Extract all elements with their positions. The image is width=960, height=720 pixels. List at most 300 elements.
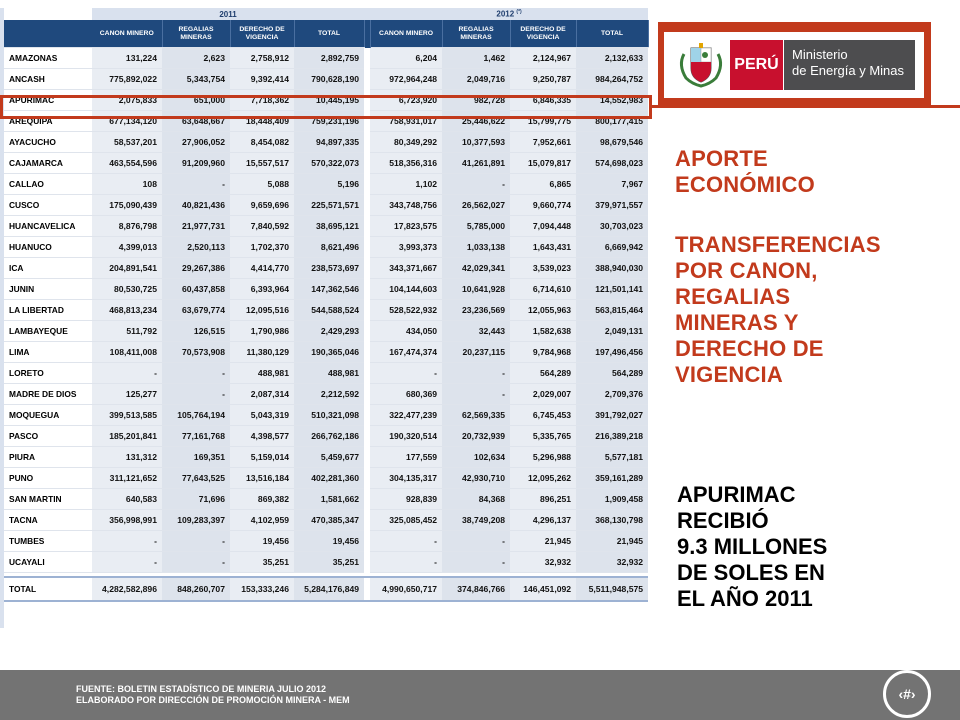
amount-cell: 5,511,948,575 xyxy=(576,577,648,601)
amount-cell: 5,335,765 xyxy=(510,426,576,447)
amount-cell: 8,876,798 xyxy=(92,216,162,237)
amount-cell: 6,393,964 xyxy=(230,279,294,300)
amount-cell: 402,281,360 xyxy=(294,468,364,489)
department-name: LA LIBERTAD xyxy=(4,300,92,321)
amount-cell: 20,237,115 xyxy=(442,342,510,363)
amount-cell: - xyxy=(442,531,510,552)
department-name: APURIMAC xyxy=(4,90,92,111)
amount-cell: 84,368 xyxy=(442,489,510,510)
table-row xyxy=(4,153,648,174)
amount-cell: 121,501,141 xyxy=(576,279,648,300)
amount-cell: 775,892,022 xyxy=(92,69,162,90)
amount-cell: 108,411,008 xyxy=(92,342,162,363)
amount-cell: 1,462 xyxy=(442,48,510,69)
amount-cell: 109,283,397 xyxy=(162,510,230,531)
amount-cell: 125,277 xyxy=(92,384,162,405)
table-row xyxy=(4,174,648,195)
table-row xyxy=(4,279,648,300)
department-name: AYACUCHO xyxy=(4,132,92,153)
amount-cell: 2,087,314 xyxy=(230,384,294,405)
amount-cell: 146,451,092 xyxy=(510,577,576,601)
table-row xyxy=(4,258,648,279)
amount-cell: 42,029,341 xyxy=(442,258,510,279)
amount-cell: 238,573,697 xyxy=(294,258,364,279)
amount-cell: 972,964,248 xyxy=(370,69,442,90)
amount-cell: 4,398,577 xyxy=(230,426,294,447)
amount-cell: 126,515 xyxy=(162,321,230,342)
amount-cell: 13,516,184 xyxy=(230,468,294,489)
amount-cell: 9,784,968 xyxy=(510,342,576,363)
amount-cell: - xyxy=(92,552,162,573)
amount-cell: 1,102 xyxy=(370,174,442,195)
amount-cell: 563,815,464 xyxy=(576,300,648,321)
table-row xyxy=(4,195,648,216)
amount-cell: 4,282,582,896 xyxy=(92,577,162,601)
amount-cell: - xyxy=(370,363,442,384)
amount-cell: 42,930,710 xyxy=(442,468,510,489)
amount-cell: 3,539,023 xyxy=(510,258,576,279)
amount-cell: 5,577,181 xyxy=(576,447,648,468)
column-header: REGALIAS MINERAS xyxy=(442,20,510,48)
amount-cell: 5,043,319 xyxy=(230,405,294,426)
department-name: CALLAO xyxy=(4,174,92,195)
ministry-name-box xyxy=(784,40,915,90)
amount-cell: 544,588,524 xyxy=(294,300,364,321)
amount-cell: 167,474,374 xyxy=(370,342,442,363)
amount-cell: 185,201,841 xyxy=(92,426,162,447)
table-body xyxy=(4,48,648,602)
column-header-row xyxy=(4,20,648,48)
footer-source xyxy=(76,684,350,706)
heading-aporte-economico xyxy=(675,146,815,198)
year-2011-label: 2011 xyxy=(92,8,364,20)
amount-cell: 2,212,592 xyxy=(294,384,364,405)
amount-cell: 15,799,775 xyxy=(510,111,576,132)
amount-cell: 1,909,458 xyxy=(576,489,648,510)
amount-cell: 5,284,176,849 xyxy=(294,577,364,601)
amount-cell: 7,718,362 xyxy=(230,90,294,111)
year-2012-label: 2012 xyxy=(496,9,515,19)
amount-cell: 38,695,121 xyxy=(294,216,364,237)
amount-cell: 15,079,817 xyxy=(510,153,576,174)
amount-cell: 216,389,218 xyxy=(576,426,648,447)
total-row xyxy=(4,577,648,601)
amount-cell: 325,085,452 xyxy=(370,510,442,531)
amount-cell: 2,049,131 xyxy=(576,321,648,342)
department-name: SAN MARTIN xyxy=(4,489,92,510)
note-line: APURIMAC xyxy=(677,482,796,507)
amount-cell: 4,296,137 xyxy=(510,510,576,531)
department-name: LORETO xyxy=(4,363,92,384)
amount-cell: 5,196 xyxy=(294,174,364,195)
amount-cell: 510,321,098 xyxy=(294,405,364,426)
amount-cell: 2,892,759 xyxy=(294,48,364,69)
department-name: ICA xyxy=(4,258,92,279)
amount-cell: 190,365,046 xyxy=(294,342,364,363)
amount-cell: 374,846,766 xyxy=(442,577,510,601)
amount-cell: 94,897,335 xyxy=(294,132,364,153)
amount-cell: 368,130,798 xyxy=(576,510,648,531)
column-header: DERECHO DE VIGENCIA xyxy=(230,20,294,48)
amount-cell: 758,931,017 xyxy=(370,111,442,132)
heading-transferencias xyxy=(675,232,881,388)
heading-2-line: DERECHO DE xyxy=(675,336,824,361)
column-header: TOTAL xyxy=(294,20,364,48)
amount-cell: 2,029,007 xyxy=(510,384,576,405)
amount-cell: 5,159,014 xyxy=(230,447,294,468)
amount-cell: 225,571,571 xyxy=(294,195,364,216)
amount-cell: 4,414,770 xyxy=(230,258,294,279)
amount-cell: 3,993,373 xyxy=(370,237,442,258)
amount-cell: - xyxy=(442,552,510,573)
department-name: LIMA xyxy=(4,342,92,363)
amount-cell: 488,981 xyxy=(230,363,294,384)
amount-cell: 91,209,960 xyxy=(162,153,230,174)
amount-cell: 9,250,787 xyxy=(510,69,576,90)
amount-cell: 984,264,752 xyxy=(576,69,648,90)
amount-cell: 4,399,013 xyxy=(92,237,162,258)
amount-cell: - xyxy=(442,174,510,195)
amount-cell: 15,557,517 xyxy=(230,153,294,174)
amount-cell: 463,554,596 xyxy=(92,153,162,174)
amount-cell: 564,289 xyxy=(510,363,576,384)
department-name: LAMBAYEQUE xyxy=(4,321,92,342)
table-row xyxy=(4,489,648,510)
amount-cell: 304,135,317 xyxy=(370,468,442,489)
amount-cell: 21,945 xyxy=(576,531,648,552)
amount-cell: 391,792,027 xyxy=(576,405,648,426)
amount-cell: 4,990,650,717 xyxy=(370,577,442,601)
amount-cell: 21,945 xyxy=(510,531,576,552)
amount-cell: 848,260,707 xyxy=(162,577,230,601)
apurimac-highlight-box xyxy=(0,95,652,119)
amount-cell: 7,952,661 xyxy=(510,132,576,153)
amount-cell: - xyxy=(162,363,230,384)
amount-cell: 8,454,082 xyxy=(230,132,294,153)
amount-cell: 266,762,186 xyxy=(294,426,364,447)
department-name: CAJAMARCA xyxy=(4,153,92,174)
amount-cell: 434,050 xyxy=(370,321,442,342)
amount-cell: 1,581,662 xyxy=(294,489,364,510)
amount-cell: 77,161,768 xyxy=(162,426,230,447)
table-row xyxy=(4,69,648,90)
department-name: TUMBES xyxy=(4,531,92,552)
department-name: HUANUCO xyxy=(4,237,92,258)
department-name: TOTAL xyxy=(4,577,92,601)
heading-2-line: MINERAS Y xyxy=(675,310,799,335)
amount-cell: 62,569,335 xyxy=(442,405,510,426)
amount-cell: 5,343,754 xyxy=(162,69,230,90)
amount-cell: 80,530,725 xyxy=(92,279,162,300)
amount-cell: 1,582,638 xyxy=(510,321,576,342)
amount-cell: 2,758,912 xyxy=(230,48,294,69)
department-name: CUSCO xyxy=(4,195,92,216)
department-name: PUNO xyxy=(4,468,92,489)
amount-cell: 790,628,190 xyxy=(294,69,364,90)
amount-cell: - xyxy=(162,384,230,405)
table-row xyxy=(4,300,648,321)
column-header: CANON MINERO xyxy=(370,20,442,48)
table-row xyxy=(4,531,648,552)
amount-cell: 153,333,246 xyxy=(230,577,294,601)
table-row xyxy=(4,426,648,447)
amount-cell: - xyxy=(162,552,230,573)
amount-cell: 12,095,262 xyxy=(510,468,576,489)
amount-cell: 35,251 xyxy=(294,552,364,573)
amount-cell: 896,251 xyxy=(510,489,576,510)
amount-cell: 2,075,833 xyxy=(92,90,162,111)
amount-cell: 6,723,920 xyxy=(370,90,442,111)
amount-cell: 80,349,292 xyxy=(370,132,442,153)
department-name: UCAYALI xyxy=(4,552,92,573)
amount-cell: 528,522,932 xyxy=(370,300,442,321)
amount-cell: 70,573,908 xyxy=(162,342,230,363)
amount-cell: 17,823,575 xyxy=(370,216,442,237)
amount-cell: 2,049,716 xyxy=(442,69,510,90)
column-header: CANON MINERO xyxy=(92,20,162,48)
amount-cell: 177,559 xyxy=(370,447,442,468)
amount-cell: 5,088 xyxy=(230,174,294,195)
year-2012-note: (*) xyxy=(516,9,522,16)
table-row xyxy=(4,237,648,258)
amount-cell: 147,362,546 xyxy=(294,279,364,300)
amount-cell: 19,456 xyxy=(230,531,294,552)
heading-2-line: TRANSFERENCIAS xyxy=(675,232,881,257)
amount-cell: - xyxy=(92,363,162,384)
amount-cell: 759,231,196 xyxy=(294,111,364,132)
table-row xyxy=(4,132,648,153)
amount-cell: 40,821,436 xyxy=(162,195,230,216)
heading-2-line: REGALIAS xyxy=(675,284,791,309)
amount-cell: 5,785,000 xyxy=(442,216,510,237)
department-name: HUANCAVELICA xyxy=(4,216,92,237)
amount-cell: 9,660,774 xyxy=(510,195,576,216)
amount-cell: 14,552,983 xyxy=(576,90,648,111)
department-name: PASCO xyxy=(4,426,92,447)
note-line: DE SOLES EN xyxy=(677,560,825,585)
slide-number-badge: ‹#› xyxy=(883,670,931,718)
amount-cell: - xyxy=(370,531,442,552)
amount-cell: 104,144,603 xyxy=(370,279,442,300)
amount-cell: 175,090,439 xyxy=(92,195,162,216)
amount-cell: 5,459,677 xyxy=(294,447,364,468)
amount-cell: 488,981 xyxy=(294,363,364,384)
department-name: MOQUEGUA xyxy=(4,405,92,426)
amount-cell: 4,102,959 xyxy=(230,510,294,531)
amount-cell: 6,846,335 xyxy=(510,90,576,111)
amount-cell: 190,320,514 xyxy=(370,426,442,447)
amount-cell: 511,792 xyxy=(92,321,162,342)
amount-cell: 2,124,967 xyxy=(510,48,576,69)
note-line: RECIBIÓ xyxy=(677,508,769,533)
table-row xyxy=(4,48,648,69)
footer-source-line: FUENTE: BOLETIN ESTADÍSTICO DE MINERIA JULIO 2012 xyxy=(76,684,327,694)
amount-cell: 9,659,696 xyxy=(230,195,294,216)
table-row xyxy=(4,468,648,489)
amount-cell: 2,709,376 xyxy=(576,384,648,405)
table-row xyxy=(4,321,648,342)
amount-cell: 204,891,541 xyxy=(92,258,162,279)
amount-cell: 6,714,610 xyxy=(510,279,576,300)
amount-cell: 570,322,073 xyxy=(294,153,364,174)
amount-cell: 30,703,023 xyxy=(576,216,648,237)
amount-cell: 343,748,756 xyxy=(370,195,442,216)
amount-cell: 468,813,234 xyxy=(92,300,162,321)
amount-cell: 564,289 xyxy=(576,363,648,384)
amount-cell: 12,055,963 xyxy=(510,300,576,321)
amount-cell: 27,906,052 xyxy=(162,132,230,153)
amount-cell: 11,380,129 xyxy=(230,342,294,363)
amount-cell: 77,643,525 xyxy=(162,468,230,489)
amount-cell: 63,679,774 xyxy=(162,300,230,321)
department-name: TACNA xyxy=(4,510,92,531)
amount-cell: 1,643,431 xyxy=(510,237,576,258)
amount-cell: 6,669,942 xyxy=(576,237,648,258)
department-name: JUNIN xyxy=(4,279,92,300)
amount-cell: 197,496,456 xyxy=(576,342,648,363)
amount-cell: 470,385,347 xyxy=(294,510,364,531)
amount-cell: 58,537,201 xyxy=(92,132,162,153)
department-name: PIURA xyxy=(4,447,92,468)
amount-cell: 38,749,208 xyxy=(442,510,510,531)
note-line: EL AÑO 2011 xyxy=(677,586,813,611)
table-row xyxy=(4,510,648,531)
table-row xyxy=(4,447,648,468)
amount-cell: - xyxy=(162,174,230,195)
column-header: TOTAL xyxy=(576,20,648,48)
amount-cell: 343,371,667 xyxy=(370,258,442,279)
heading-1-line-1: APORTE xyxy=(675,146,768,171)
amount-cell: 18,448,409 xyxy=(230,111,294,132)
footer-elaborated-line: ELABORADO POR DIRECCIÓN DE PROMOCIÓN MINERA - MEM xyxy=(76,695,350,705)
peru-brand-box: PERÚ xyxy=(730,40,783,90)
amount-cell: 10,377,593 xyxy=(442,132,510,153)
amount-cell: - xyxy=(442,363,510,384)
amount-cell: 131,312 xyxy=(92,447,162,468)
amount-cell: 32,932 xyxy=(576,552,648,573)
amount-cell: 2,520,113 xyxy=(162,237,230,258)
table-row xyxy=(4,216,648,237)
amount-cell: 982,728 xyxy=(442,90,510,111)
amount-cell: 26,562,027 xyxy=(442,195,510,216)
amount-cell: 677,134,120 xyxy=(92,111,162,132)
amount-cell: 399,513,585 xyxy=(92,405,162,426)
amount-cell: 6,745,453 xyxy=(510,405,576,426)
amount-cell: 35,251 xyxy=(230,552,294,573)
table-row xyxy=(4,552,648,573)
table-row xyxy=(4,342,648,363)
table-row xyxy=(4,363,648,384)
amount-cell: 928,839 xyxy=(370,489,442,510)
amount-cell: 640,583 xyxy=(92,489,162,510)
amount-cell: 7,840,592 xyxy=(230,216,294,237)
note-line: 9.3 MILLONES xyxy=(677,534,828,559)
amount-cell: 518,356,316 xyxy=(370,153,442,174)
amount-cell: 379,971,557 xyxy=(576,195,648,216)
amount-cell: 7,967 xyxy=(576,174,648,195)
amount-cell: 12,095,516 xyxy=(230,300,294,321)
amount-cell: 6,204 xyxy=(370,48,442,69)
apurimac-note xyxy=(677,482,827,612)
department-name: AREQUIPA xyxy=(4,111,92,132)
header-corner xyxy=(4,20,92,48)
year-2012-cell xyxy=(370,8,648,20)
year-header-row xyxy=(4,8,648,20)
amount-cell: 311,121,652 xyxy=(92,468,162,489)
amount-cell: 1,033,138 xyxy=(442,237,510,258)
amount-cell: 105,764,194 xyxy=(162,405,230,426)
amount-cell: 869,382 xyxy=(230,489,294,510)
amount-cell: 29,267,386 xyxy=(162,258,230,279)
amount-cell: 98,679,546 xyxy=(576,132,648,153)
amount-cell: 10,641,928 xyxy=(442,279,510,300)
department-name: AMAZONAS xyxy=(4,48,92,69)
amount-cell: 23,236,569 xyxy=(442,300,510,321)
amount-cell: 5,296,988 xyxy=(510,447,576,468)
amount-cell: 574,698,023 xyxy=(576,153,648,174)
department-name: ANCASH xyxy=(4,69,92,90)
amount-cell: - xyxy=(442,384,510,405)
ministry-line-1: Ministerio xyxy=(792,47,848,62)
amount-cell: 19,456 xyxy=(294,531,364,552)
amount-cell: 356,998,991 xyxy=(92,510,162,531)
amount-cell: 6,865 xyxy=(510,174,576,195)
column-header: DERECHO DE VIGENCIA xyxy=(510,20,576,48)
amount-cell: 1,702,370 xyxy=(230,237,294,258)
amount-cell: 60,437,858 xyxy=(162,279,230,300)
amount-cell: 63,648,667 xyxy=(162,111,230,132)
amount-cell: 10,445,195 xyxy=(294,90,364,111)
amount-cell: 102,634 xyxy=(442,447,510,468)
amount-cell: 388,940,030 xyxy=(576,258,648,279)
amount-cell: 9,392,414 xyxy=(230,69,294,90)
heading-2-line: POR CANON, xyxy=(675,258,818,283)
column-header: REGALIAS MINERAS xyxy=(162,20,230,48)
amount-cell: 21,977,731 xyxy=(162,216,230,237)
amount-cell: 32,932 xyxy=(510,552,576,573)
peru-coat-of-arms-icon xyxy=(676,40,726,90)
amount-cell: - xyxy=(370,552,442,573)
amount-cell: 2,132,633 xyxy=(576,48,648,69)
ministry-line-2: de Energía y Minas xyxy=(792,63,905,78)
amount-cell: 7,094,448 xyxy=(510,216,576,237)
amount-cell: 41,261,891 xyxy=(442,153,510,174)
amount-cell: 800,177,415 xyxy=(576,111,648,132)
heading-1-line-2: ECONÓMICO xyxy=(675,172,815,197)
amount-cell: 359,161,289 xyxy=(576,468,648,489)
amount-cell: 322,477,239 xyxy=(370,405,442,426)
amount-cell: 169,351 xyxy=(162,447,230,468)
amount-cell: 2,623 xyxy=(162,48,230,69)
amount-cell: 8,621,496 xyxy=(294,237,364,258)
amount-cell: 32,443 xyxy=(442,321,510,342)
amount-cell: - xyxy=(162,531,230,552)
amount-cell: 108 xyxy=(92,174,162,195)
amount-cell: - xyxy=(92,531,162,552)
amount-cell: 20,732,939 xyxy=(442,426,510,447)
amount-cell: 651,000 xyxy=(162,90,230,111)
department-name: MADRE DE DIOS xyxy=(4,384,92,405)
heading-2-line: VIGENCIA xyxy=(675,362,783,387)
amount-cell: 25,446,622 xyxy=(442,111,510,132)
amount-cell: 71,696 xyxy=(162,489,230,510)
amount-cell: 2,429,293 xyxy=(294,321,364,342)
amount-cell: 131,224 xyxy=(92,48,162,69)
amount-cell: 1,790,986 xyxy=(230,321,294,342)
table-row xyxy=(4,405,648,426)
amount-cell: 680,369 xyxy=(370,384,442,405)
table-row xyxy=(4,384,648,405)
